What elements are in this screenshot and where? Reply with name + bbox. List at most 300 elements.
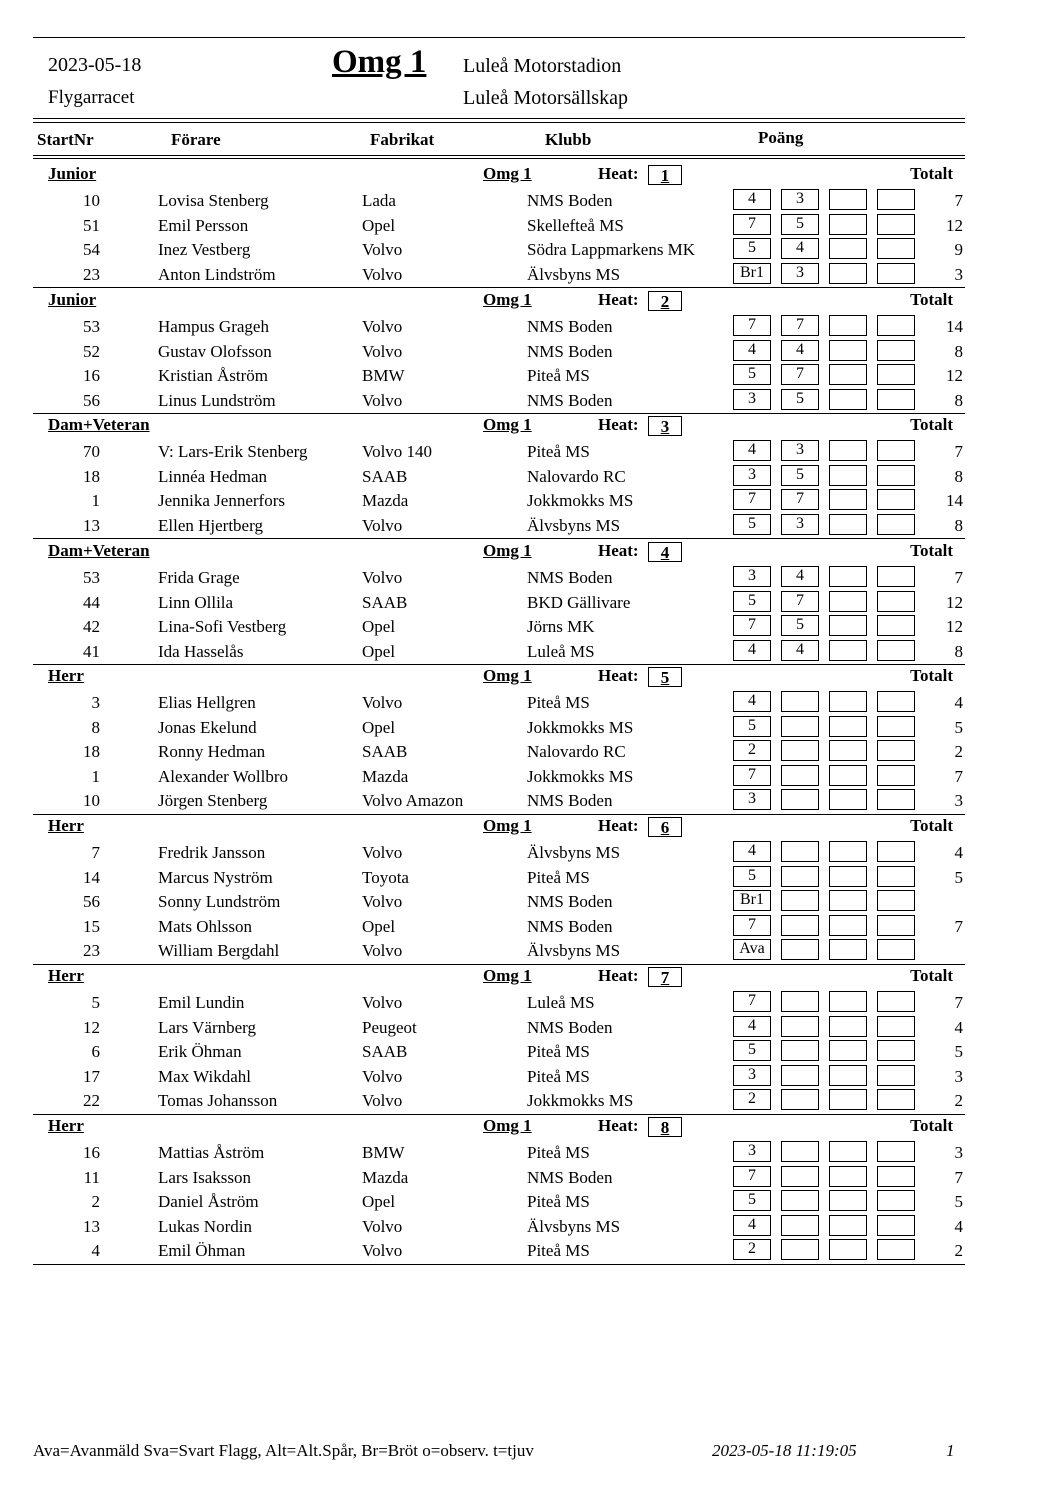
points-box bbox=[781, 1089, 819, 1110]
total-label: Totalt bbox=[910, 415, 953, 434]
points-box bbox=[829, 866, 867, 887]
driver-name: Marcus Nyström bbox=[158, 867, 273, 887]
points-box: 7 bbox=[733, 765, 771, 786]
total-points: 5 bbox=[954, 867, 963, 887]
table-row bbox=[33, 1238, 965, 1263]
car-make: Volvo bbox=[362, 1091, 403, 1111]
points-box bbox=[781, 939, 819, 960]
driver-name: Emil Lundin bbox=[158, 993, 245, 1012]
race-name: Flygarracet bbox=[48, 87, 135, 108]
points-box bbox=[781, 691, 819, 712]
total-points: 7 bbox=[954, 568, 963, 587]
driver-name: Daniel Åström bbox=[158, 1192, 259, 1212]
total-points: 7 bbox=[954, 1167, 963, 1187]
points-box: 5 bbox=[781, 389, 819, 410]
points-box bbox=[877, 489, 915, 510]
points-box bbox=[781, 1166, 819, 1187]
car-make: Opel bbox=[362, 641, 396, 661]
car-make: Mazda bbox=[362, 766, 409, 786]
club-name: NMS Boden bbox=[527, 1017, 613, 1037]
points-box bbox=[877, 1215, 915, 1236]
col-driver: Förare bbox=[171, 130, 221, 149]
table-row bbox=[33, 488, 965, 513]
club-name: Nalovardo RC bbox=[527, 466, 626, 486]
driver-name: Mattias Åström bbox=[158, 1143, 265, 1162]
points-box bbox=[877, 465, 915, 486]
table-row bbox=[33, 1165, 965, 1190]
round-label: Omg 1 bbox=[483, 1116, 532, 1135]
points-box bbox=[877, 238, 915, 259]
total-label: Totalt bbox=[910, 1116, 953, 1135]
club-name: Älvsbyns MS bbox=[527, 941, 621, 961]
points-box bbox=[877, 640, 915, 661]
start-number: 53 bbox=[83, 568, 100, 587]
heat-number-box: 4 bbox=[648, 542, 682, 562]
start-number: 54 bbox=[83, 240, 100, 260]
col-startnr: StartNr bbox=[37, 130, 94, 149]
total-points: 3 bbox=[954, 264, 963, 284]
car-make: Volvo bbox=[362, 1216, 403, 1236]
table-row bbox=[33, 590, 965, 615]
heat-number-box: 8 bbox=[648, 1117, 682, 1137]
points-box bbox=[829, 1166, 867, 1187]
points-box bbox=[877, 765, 915, 786]
points-box bbox=[781, 1141, 819, 1162]
table-row bbox=[33, 690, 965, 715]
table-row bbox=[33, 764, 965, 789]
start-number: 14 bbox=[83, 867, 100, 887]
points-box: 7 bbox=[781, 315, 819, 336]
club-name: Jokkmokks MS bbox=[527, 766, 634, 786]
points-box: 4 bbox=[781, 566, 819, 587]
driver-name: Linn Ollila bbox=[158, 592, 234, 612]
heat-block bbox=[33, 664, 965, 813]
points-box bbox=[829, 514, 867, 535]
points-box bbox=[829, 1089, 867, 1110]
start-number: 18 bbox=[83, 742, 100, 762]
points-box bbox=[781, 1040, 819, 1061]
start-number: 6 bbox=[91, 1042, 100, 1062]
car-make: Volvo bbox=[362, 390, 403, 410]
points-box bbox=[877, 740, 915, 761]
points-box: 3 bbox=[733, 1141, 771, 1162]
points-box: 7 bbox=[781, 591, 819, 612]
points-box: 5 bbox=[733, 1040, 771, 1061]
points-box bbox=[829, 566, 867, 587]
heat-header bbox=[33, 814, 965, 838]
club-name: Piteå MS bbox=[527, 366, 590, 386]
heat-label: Heat: bbox=[598, 415, 639, 434]
club-name: NMS Boden bbox=[527, 791, 613, 811]
points-box bbox=[829, 440, 867, 461]
round-label: Omg 1 bbox=[483, 290, 532, 309]
driver-name: Kristian Åström bbox=[158, 366, 269, 386]
points-box bbox=[829, 1141, 867, 1162]
heat-header bbox=[33, 288, 965, 312]
points-box: 3 bbox=[733, 1065, 771, 1086]
points-box bbox=[829, 489, 867, 510]
class-label: Herr bbox=[48, 1116, 84, 1135]
points-box bbox=[877, 716, 915, 737]
points-box bbox=[829, 841, 867, 862]
heat-label: Heat: bbox=[598, 1116, 639, 1135]
points-box bbox=[877, 615, 915, 636]
club-name: Piteå MS bbox=[527, 1143, 590, 1162]
driver-name: Lukas Nordin bbox=[158, 1216, 252, 1236]
round-label: Omg 1 bbox=[483, 966, 532, 985]
heat-label: Heat: bbox=[598, 164, 639, 183]
organizer: Luleå Motorsällskap bbox=[463, 87, 628, 109]
total-points: 3 bbox=[954, 1143, 963, 1162]
start-number: 8 bbox=[91, 717, 100, 737]
driver-name: Fredrik Jansson bbox=[158, 843, 266, 862]
points-box: 2 bbox=[733, 1089, 771, 1110]
total-points: 8 bbox=[954, 341, 963, 361]
start-number: 13 bbox=[83, 515, 100, 535]
points-box bbox=[877, 1166, 915, 1187]
points-box: 4 bbox=[733, 340, 771, 361]
start-number: 18 bbox=[83, 466, 100, 486]
car-make: SAAB bbox=[362, 466, 408, 486]
start-number: 56 bbox=[83, 390, 100, 410]
table-row bbox=[33, 1015, 965, 1040]
car-make: Volvo bbox=[362, 993, 403, 1012]
heat-header bbox=[33, 162, 965, 186]
total-label: Totalt bbox=[910, 164, 953, 183]
club-name: NMS Boden bbox=[527, 568, 613, 587]
table-row bbox=[33, 865, 965, 890]
driver-name: Ellen Hjertberg bbox=[158, 515, 263, 535]
round-label: Omg 1 bbox=[483, 164, 532, 183]
points-box bbox=[781, 1239, 819, 1260]
points-box: 5 bbox=[733, 866, 771, 887]
car-make: Volvo bbox=[362, 693, 403, 712]
points-box bbox=[829, 238, 867, 259]
car-make: Peugeot bbox=[362, 1017, 417, 1037]
page-number: 1 bbox=[946, 1441, 955, 1460]
points-box: 5 bbox=[733, 591, 771, 612]
start-number: 53 bbox=[83, 317, 100, 336]
club-name: Södra Lappmarkens MK bbox=[527, 240, 696, 260]
points-box: 3 bbox=[781, 263, 819, 284]
start-number: 51 bbox=[83, 215, 100, 235]
points-box bbox=[877, 1190, 915, 1211]
points-box bbox=[829, 615, 867, 636]
total-points: 2 bbox=[954, 1091, 963, 1111]
total-points: 4 bbox=[954, 1216, 963, 1236]
points-box bbox=[829, 890, 867, 911]
points-box: 4 bbox=[733, 440, 771, 461]
start-number: 44 bbox=[83, 592, 100, 612]
header-rule-2 bbox=[33, 122, 965, 123]
car-make: Opel bbox=[362, 1192, 396, 1212]
points-box: 4 bbox=[733, 640, 771, 661]
class-label: Junior bbox=[48, 164, 97, 183]
heat-block bbox=[33, 162, 965, 286]
club-name: NMS Boden bbox=[527, 191, 613, 210]
heat-header bbox=[33, 539, 965, 563]
start-number: 17 bbox=[83, 1066, 100, 1086]
driver-name: Lars Värnberg bbox=[158, 1017, 257, 1037]
table-row bbox=[33, 1189, 965, 1214]
total-points: 8 bbox=[954, 641, 963, 661]
points-box: 5 bbox=[733, 716, 771, 737]
club-name: Piteå MS bbox=[527, 1042, 590, 1062]
points-box: 7 bbox=[733, 615, 771, 636]
points-box bbox=[829, 189, 867, 210]
total-points: 7 bbox=[954, 993, 963, 1012]
total-points: 4 bbox=[954, 693, 963, 712]
club-name: NMS Boden bbox=[527, 341, 613, 361]
start-number: 1 bbox=[91, 491, 100, 511]
points-box bbox=[829, 1040, 867, 1061]
points-box bbox=[829, 1016, 867, 1037]
points-box bbox=[877, 189, 915, 210]
club-name: BKD Gällivare bbox=[527, 592, 631, 612]
heat-divider bbox=[33, 1264, 965, 1265]
table-row bbox=[33, 363, 965, 388]
table-row bbox=[33, 188, 965, 213]
car-make: Volvo 140 bbox=[362, 442, 433, 461]
points-box: 4 bbox=[781, 640, 819, 661]
total-points: 3 bbox=[954, 1066, 963, 1086]
heat-block bbox=[33, 814, 965, 963]
car-make: Volvo bbox=[362, 843, 403, 862]
total-points: 5 bbox=[954, 1042, 963, 1062]
points-box bbox=[877, 1016, 915, 1037]
start-number: 42 bbox=[83, 617, 100, 637]
points-box bbox=[829, 1190, 867, 1211]
points-box bbox=[877, 841, 915, 862]
heat-block bbox=[33, 288, 965, 412]
table-row bbox=[33, 1140, 965, 1165]
points-box: 7 bbox=[733, 214, 771, 235]
col-club: Klubb bbox=[545, 130, 592, 149]
total-points: 9 bbox=[954, 240, 963, 260]
header-rule-1 bbox=[33, 118, 965, 119]
points-box bbox=[781, 991, 819, 1012]
top-rule bbox=[33, 37, 965, 38]
points-box bbox=[877, 1040, 915, 1061]
total-label: Totalt bbox=[910, 541, 953, 560]
points-box: 4 bbox=[733, 189, 771, 210]
total-points: 2 bbox=[954, 1241, 963, 1261]
total-label: Totalt bbox=[910, 966, 953, 985]
total-points: 7 bbox=[954, 916, 963, 936]
class-label: Herr bbox=[48, 666, 84, 685]
total-points: 14 bbox=[946, 317, 963, 336]
points-box bbox=[781, 1190, 819, 1211]
points-box: 7 bbox=[781, 364, 819, 385]
driver-name: V: Lars-Erik Stenberg bbox=[158, 442, 308, 461]
class-label: Herr bbox=[48, 816, 84, 835]
points-box bbox=[829, 1239, 867, 1260]
class-label: Dam+Veteran bbox=[48, 415, 150, 434]
points-box: 5 bbox=[733, 1190, 771, 1211]
points-box bbox=[781, 1215, 819, 1236]
driver-name: Elias Hellgren bbox=[158, 693, 256, 712]
start-number: 4 bbox=[91, 1241, 100, 1261]
points-box: 2 bbox=[733, 740, 771, 761]
heat-block bbox=[33, 1114, 965, 1263]
table-row bbox=[33, 513, 965, 538]
driver-name: Lars Isaksson bbox=[158, 1167, 252, 1187]
heat-number-box: 6 bbox=[648, 817, 682, 837]
start-number: 52 bbox=[83, 341, 100, 361]
points-box bbox=[877, 514, 915, 535]
table-row bbox=[33, 314, 965, 339]
heat-number-box: 3 bbox=[648, 416, 682, 436]
car-make: Volvo Amazon bbox=[362, 791, 464, 811]
driver-name: Tomas Johansson bbox=[158, 1091, 278, 1111]
club-name: Skellefteå MS bbox=[527, 215, 624, 235]
driver-name: Alexander Wollbro bbox=[158, 766, 289, 786]
start-number: 56 bbox=[83, 892, 100, 912]
class-label: Junior bbox=[48, 290, 97, 309]
points-box bbox=[829, 315, 867, 336]
driver-name: Max Wikdahl bbox=[158, 1066, 251, 1086]
points-box bbox=[877, 566, 915, 587]
heat-number-box: 5 bbox=[648, 667, 682, 687]
car-make: Volvo bbox=[362, 341, 403, 361]
points-box bbox=[781, 890, 819, 911]
points-box bbox=[829, 939, 867, 960]
heat-label: Heat: bbox=[598, 541, 639, 560]
start-number: 15 bbox=[83, 916, 100, 936]
points-box bbox=[877, 915, 915, 936]
points-box bbox=[781, 1065, 819, 1086]
car-make: Opel bbox=[362, 215, 396, 235]
points-box bbox=[877, 890, 915, 911]
car-make: BMW bbox=[362, 366, 405, 386]
driver-name: Frida Grage bbox=[158, 568, 240, 587]
start-number: 11 bbox=[83, 1167, 100, 1187]
points-box bbox=[829, 214, 867, 235]
points-box: 4 bbox=[781, 340, 819, 361]
points-box: 7 bbox=[733, 991, 771, 1012]
club-name: NMS Boden bbox=[527, 1167, 613, 1187]
footer-legend: Ava=Avanmäld Sva=Svart Flagg, Alt=Alt.Spår, Br=Bröt o=observ. t=tjuv bbox=[33, 1441, 534, 1460]
club-name: NMS Boden bbox=[527, 892, 613, 912]
table-row bbox=[33, 565, 965, 590]
club-name: Piteå MS bbox=[527, 693, 590, 712]
total-points: 7 bbox=[954, 766, 963, 786]
points-box bbox=[829, 716, 867, 737]
start-number: 3 bbox=[91, 693, 100, 712]
points-box bbox=[877, 214, 915, 235]
car-make: Volvo bbox=[362, 941, 403, 961]
driver-name: Linus Lundström bbox=[158, 390, 276, 410]
table-row bbox=[33, 388, 965, 413]
points-box bbox=[829, 691, 867, 712]
class-label: Herr bbox=[48, 966, 84, 985]
points-box bbox=[877, 1065, 915, 1086]
driver-name: Linnéa Hedman bbox=[158, 466, 268, 486]
driver-name: Mats Ohlsson bbox=[158, 916, 252, 936]
points-box bbox=[877, 991, 915, 1012]
club-name: Älvsbyns MS bbox=[527, 1216, 621, 1236]
car-make: Opel bbox=[362, 617, 396, 637]
total-points: 5 bbox=[954, 1192, 963, 1212]
driver-name: Jennika Jennerfors bbox=[158, 491, 285, 511]
points-box bbox=[877, 1089, 915, 1110]
points-box bbox=[877, 866, 915, 887]
points-box bbox=[781, 1016, 819, 1037]
table-row bbox=[33, 439, 965, 464]
table-row bbox=[33, 715, 965, 740]
table-row bbox=[33, 1039, 965, 1064]
points-box bbox=[829, 389, 867, 410]
table-row bbox=[33, 237, 965, 262]
points-box bbox=[829, 364, 867, 385]
points-box: 5 bbox=[733, 514, 771, 535]
heat-header bbox=[33, 1114, 965, 1138]
heat-header bbox=[33, 413, 965, 437]
points-box: 3 bbox=[733, 389, 771, 410]
colhdr-rule-1 bbox=[33, 155, 965, 156]
club-name: Piteå MS bbox=[527, 442, 590, 461]
club-name: Älvsbyns MS bbox=[527, 515, 621, 535]
start-number: 10 bbox=[83, 791, 100, 811]
table-row bbox=[33, 464, 965, 489]
driver-name: Jonas Ekelund bbox=[158, 717, 257, 737]
table-row bbox=[33, 788, 965, 813]
points-box bbox=[829, 1065, 867, 1086]
points-box bbox=[877, 1141, 915, 1162]
club-name: Jokkmokks MS bbox=[527, 1091, 634, 1111]
car-make: Volvo bbox=[362, 515, 403, 535]
col-points: Poäng bbox=[758, 128, 804, 147]
start-number: 23 bbox=[83, 264, 100, 284]
points-box: 2 bbox=[733, 1239, 771, 1260]
points-box bbox=[829, 340, 867, 361]
table-row bbox=[33, 914, 965, 939]
start-number: 16 bbox=[83, 1143, 100, 1162]
car-make: Toyota bbox=[362, 867, 409, 887]
points-box bbox=[877, 389, 915, 410]
heat-header bbox=[33, 664, 965, 688]
points-box bbox=[877, 315, 915, 336]
total-points: 8 bbox=[954, 515, 963, 535]
club-name: NMS Boden bbox=[527, 390, 613, 410]
points-box: Ava bbox=[733, 939, 771, 960]
club-name: Luleå MS bbox=[527, 993, 595, 1012]
club-name: Nalovardo RC bbox=[527, 742, 626, 762]
car-make: SAAB bbox=[362, 592, 408, 612]
car-make: Volvo bbox=[362, 1241, 403, 1261]
points-box bbox=[781, 915, 819, 936]
heat-number-box: 1 bbox=[648, 165, 682, 185]
points-box: 5 bbox=[733, 364, 771, 385]
start-number: 10 bbox=[83, 191, 100, 210]
points-box: 7 bbox=[733, 489, 771, 510]
total-points: 3 bbox=[954, 791, 963, 811]
points-box: Br1 bbox=[733, 263, 771, 284]
start-number: 1 bbox=[91, 766, 100, 786]
car-make: Volvo bbox=[362, 317, 403, 336]
table-row bbox=[33, 639, 965, 664]
driver-name: William Bergdahl bbox=[158, 941, 280, 961]
heat-header bbox=[33, 964, 965, 988]
total-label: Totalt bbox=[910, 666, 953, 685]
heat-block bbox=[33, 413, 965, 537]
points-box: 4 bbox=[733, 841, 771, 862]
points-box bbox=[781, 841, 819, 862]
points-box: 3 bbox=[781, 189, 819, 210]
table-row bbox=[33, 213, 965, 238]
start-number: 2 bbox=[91, 1192, 100, 1212]
heat-number-box: 2 bbox=[648, 291, 682, 311]
